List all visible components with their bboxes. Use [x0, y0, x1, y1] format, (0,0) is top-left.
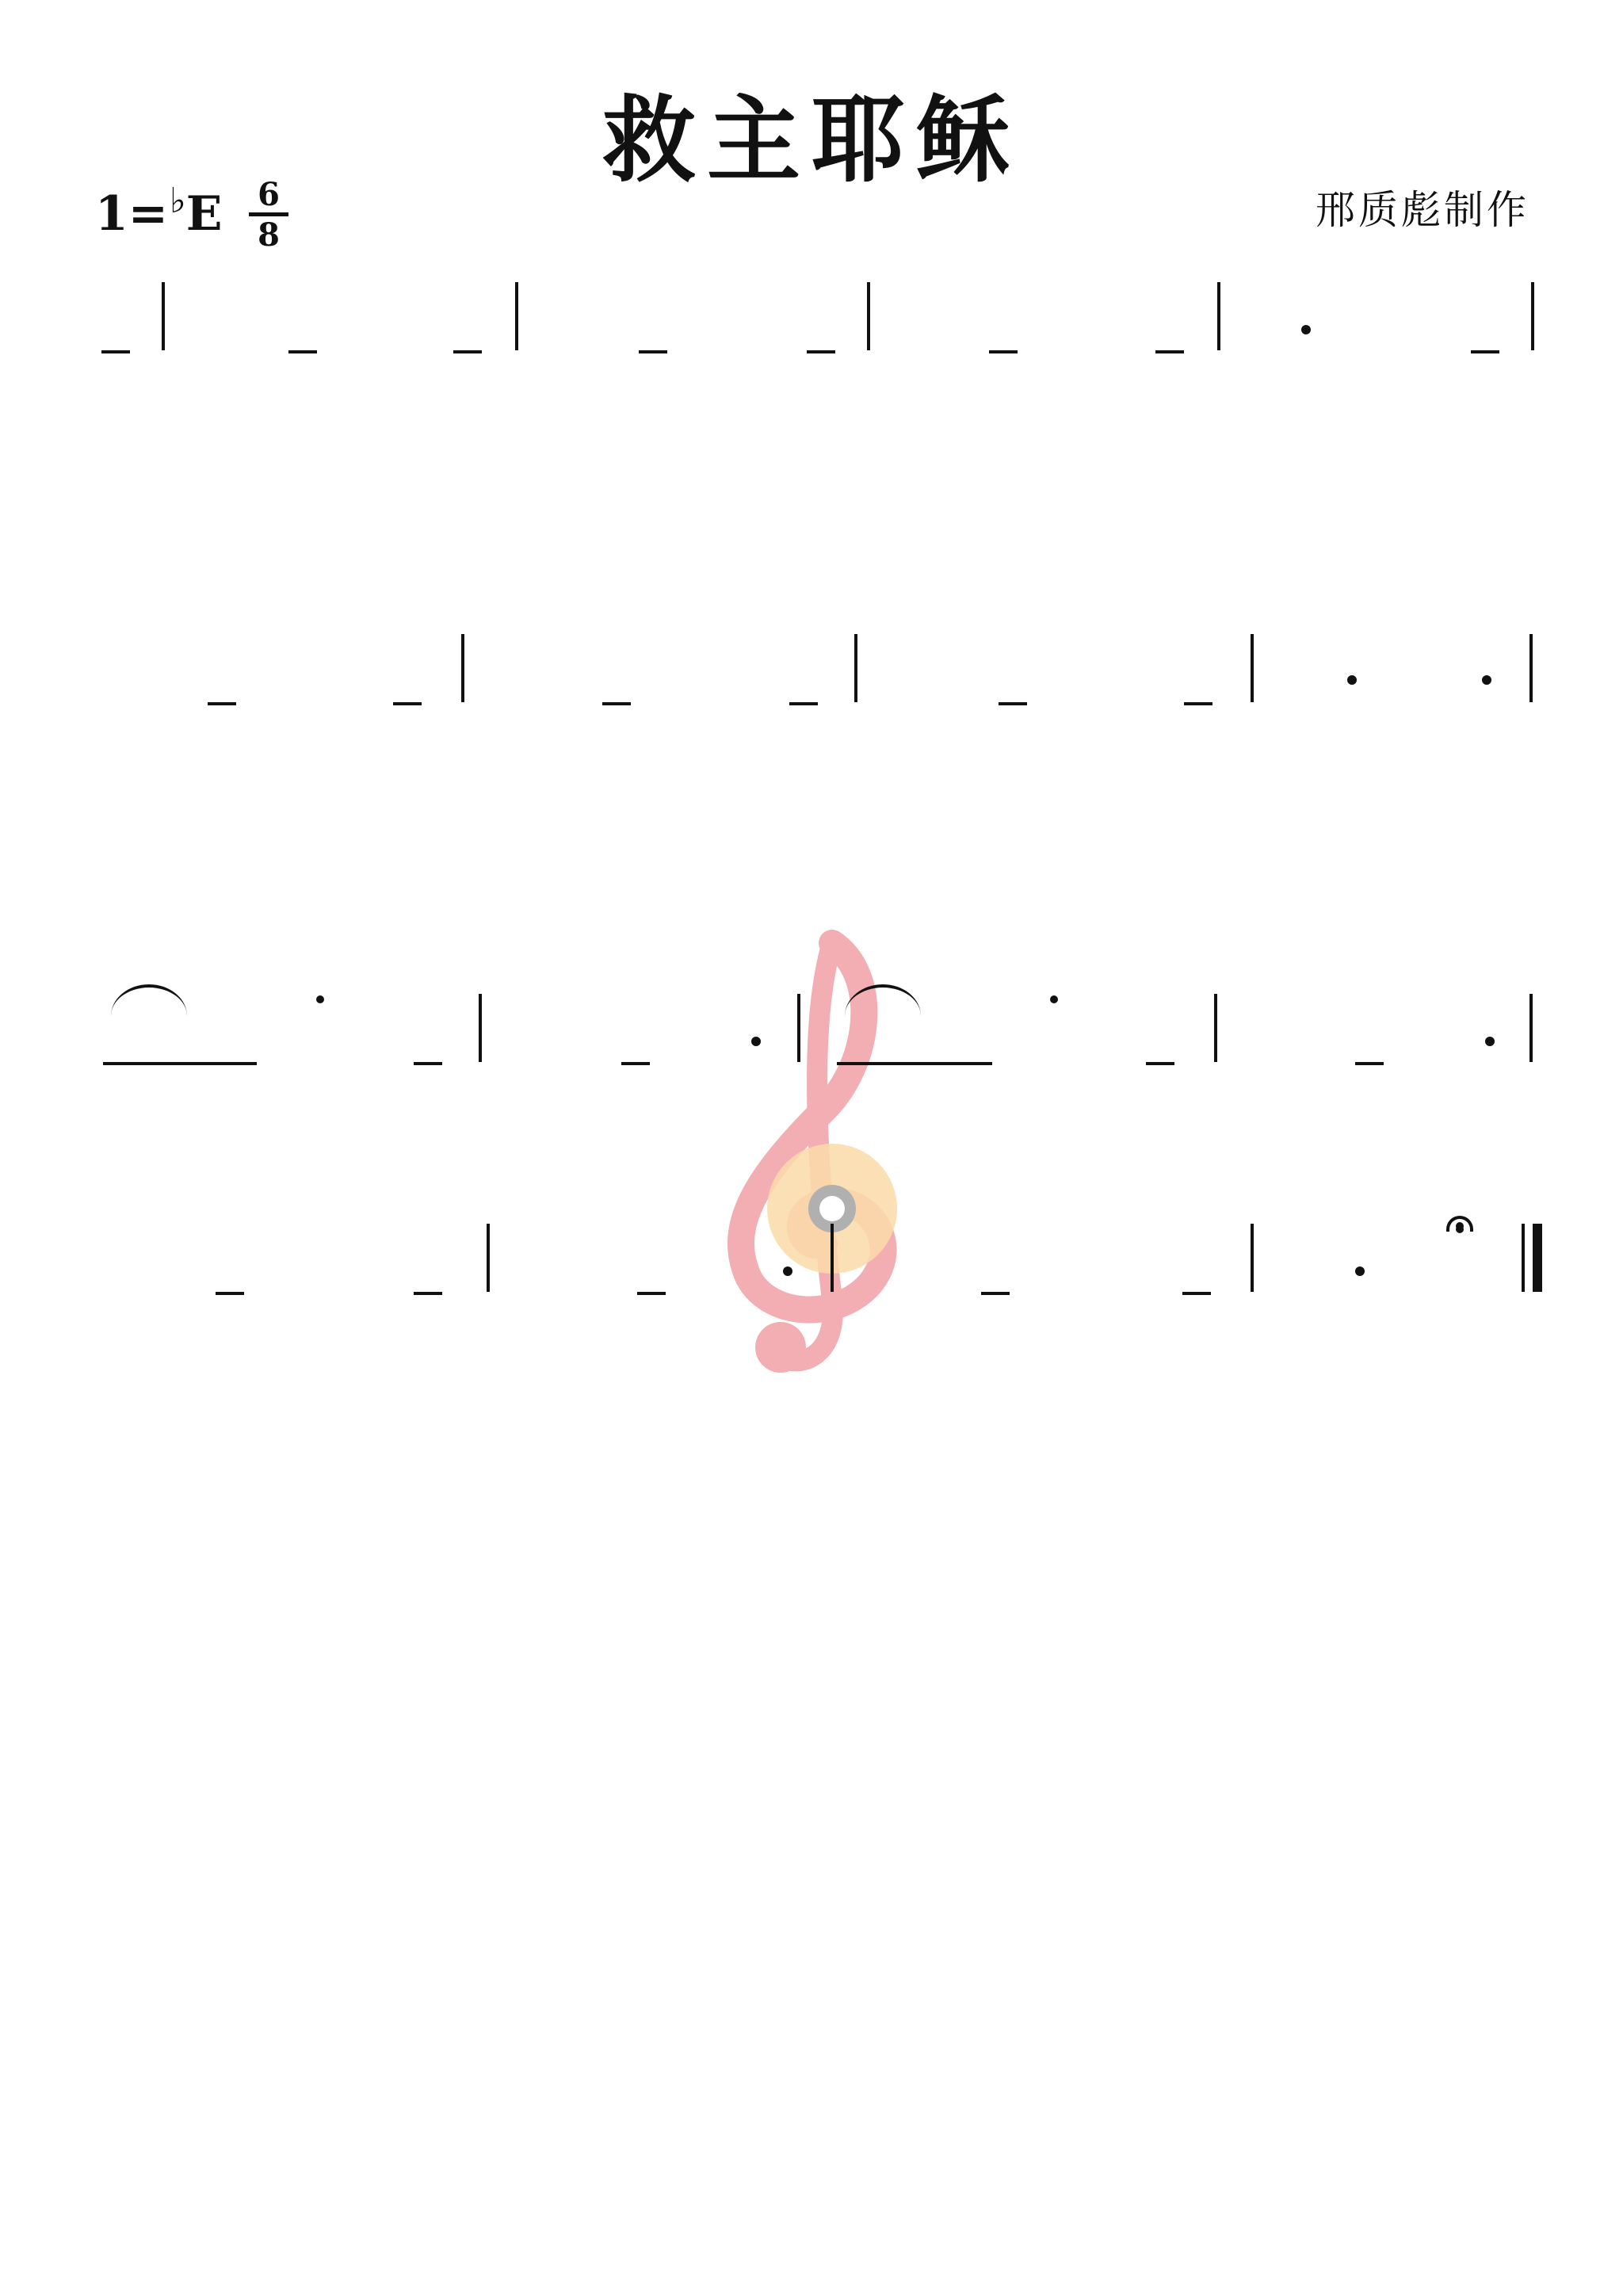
note-underline — [393, 702, 422, 705]
note-underline — [1355, 1062, 1384, 1065]
note-underline — [414, 1292, 442, 1295]
bar-line — [1217, 282, 1220, 350]
bar-line — [797, 994, 800, 1062]
note-underline — [1182, 1292, 1211, 1295]
flat-sign: ♭ — [170, 181, 186, 221]
slur-arc — [845, 984, 921, 1016]
final-bar-thin — [1522, 1224, 1525, 1292]
key-letter: E — [185, 186, 223, 242]
augmentation-dot — [783, 1266, 792, 1276]
bar-line — [1529, 634, 1533, 702]
bar-line — [867, 282, 870, 350]
note-underline — [789, 702, 818, 705]
augmentation-dot — [751, 1037, 761, 1046]
note-underline — [1471, 350, 1499, 353]
bar-line — [515, 282, 518, 350]
bar-line — [487, 1224, 490, 1292]
note-underline — [453, 350, 482, 353]
augmentation-dot — [1355, 1266, 1365, 1276]
note-underline — [1184, 702, 1212, 705]
note-underline — [639, 350, 667, 353]
note-underline — [989, 350, 1018, 353]
note-underline — [414, 1062, 442, 1065]
bar-line — [831, 1224, 834, 1292]
note-underline — [288, 350, 317, 353]
note-underline — [208, 702, 236, 705]
meter-top: 6 — [258, 176, 280, 213]
slur-arc — [111, 984, 187, 1016]
note-underline — [602, 702, 631, 705]
time-signature — [249, 176, 288, 254]
augmentation-dot — [1482, 675, 1491, 685]
bar-line — [479, 994, 482, 1062]
augmentation-dot — [1485, 1037, 1495, 1046]
note-underline — [807, 350, 835, 353]
meter-bottom: 8 — [258, 216, 280, 254]
note-underline — [637, 1292, 666, 1295]
note-underline — [621, 1062, 650, 1065]
note-beam — [103, 1062, 257, 1065]
note-underline — [1146, 1062, 1174, 1065]
note-beam — [837, 1062, 992, 1065]
note-underline — [101, 350, 130, 353]
bar-line — [162, 282, 165, 350]
bar-line — [1529, 994, 1533, 1062]
bar-line — [854, 634, 857, 702]
note-underline — [999, 702, 1027, 705]
bar-line — [1214, 994, 1217, 1062]
bar-line — [1531, 282, 1534, 350]
song-title: 救主耶稣 — [601, 85, 1021, 195]
key-signature — [95, 181, 223, 242]
octave-dot-high — [1050, 995, 1058, 1003]
note-underline — [1155, 350, 1184, 353]
final-bar-thick — [1533, 1224, 1542, 1292]
key-prefix: 1= — [95, 186, 169, 242]
augmentation-dot — [1301, 325, 1311, 334]
bar-line — [461, 634, 464, 702]
bar-line — [1251, 634, 1254, 702]
note-underline — [216, 1292, 244, 1295]
author-credit: 邢质彪制作 — [1316, 187, 1529, 233]
fermata-dot — [1456, 1222, 1464, 1230]
bar-line — [1251, 1224, 1254, 1292]
note-underline — [981, 1292, 1010, 1295]
octave-dot-high — [316, 995, 324, 1003]
augmentation-dot — [1347, 675, 1357, 685]
